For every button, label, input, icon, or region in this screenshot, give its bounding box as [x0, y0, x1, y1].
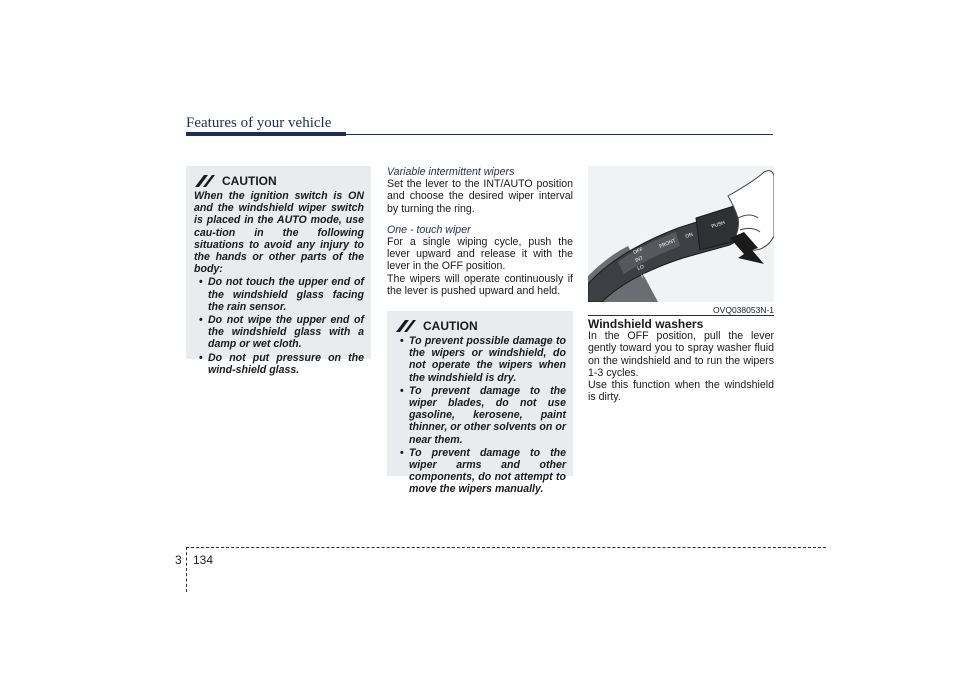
- caution-bullet: • To prevent possible damage to the wipers or windshield, do not operate the wipers when the windshield is dry.: [395, 335, 566, 384]
- chapter-number: 3: [175, 553, 182, 567]
- footer-rule: [186, 547, 826, 548]
- windshield-washers-body: In the OFF position, pull the lever gently toward you to spray washer fluid on the windshield and to run the wipers 1-3 cycles.: [588, 330, 774, 379]
- caution-bullet-list: [395, 335, 566, 496]
- windshield-washers-heading: Windshield washers: [588, 317, 704, 331]
- caution-bullet: • To prevent damage to the wiper blades, do not use gasoline, kerosene, paint thinner, or other solvents on or near them.: [395, 385, 566, 446]
- caution-bullet-list: [194, 276, 364, 376]
- footer-divider: [186, 547, 187, 592]
- lever-label: ON: [684, 231, 694, 240]
- one-touch-body: For a single wiping cycle, push the lever upward and release it with the lever in the OFF position.: [387, 236, 573, 273]
- caution-box-rain-sensor: [186, 166, 371, 376]
- header-rule: [346, 134, 773, 135]
- lever-label: PUSH: [710, 219, 726, 230]
- figure-rule: [588, 315, 774, 316]
- caution-bullet: • To prevent damage to the wiper arms and other components, do not attempt to move the wipers manually.: [395, 447, 566, 496]
- caution-header: [194, 174, 364, 188]
- one-touch-heading: One - touch wiper: [387, 223, 471, 236]
- lever-label: INT: [634, 255, 645, 264]
- caution-icon: [194, 174, 216, 188]
- variable-intermittent-heading: Variable intermittent wipers: [387, 166, 515, 178]
- caution-bullet: • Do not touch the upper end of the windshield glass facing the rain sensor.: [194, 276, 364, 313]
- page-number: 134: [193, 553, 214, 567]
- caution-header: [395, 319, 566, 333]
- caution-intro: When the ignition switch is ON and the windshield wiper switch is placed in the AUTO mode, use cau-tion in the following situations to avoid any injury to the hands or other parts of the body:: [194, 190, 364, 276]
- variable-intermittent-body: Set the lever to the INT/AUTO position and choose the desired wiper interval by turning the ring.: [387, 178, 573, 215]
- caution-icon: [395, 319, 417, 333]
- lever-label: MIST: [630, 237, 644, 248]
- caution-label: CAUTION: [423, 318, 478, 333]
- lever-label: OFF: [632, 246, 645, 256]
- lever-label-layer: [588, 166, 774, 302]
- header-accent-bar: [186, 132, 346, 136]
- figure-caption: OVQ038053N-1: [713, 305, 774, 315]
- caution-box-wiper-damage: [387, 311, 573, 496]
- wiper-lever-illustration: [588, 166, 774, 302]
- caution-bullet: • Do not put pressure on the wind-shield glass.: [194, 352, 364, 376]
- windshield-washers-body-usage: Use this function when the windshield is dirty.: [588, 379, 774, 404]
- caution-bullet: • Do not wipe the upper end of the windshield glass with a damp or wet cloth.: [194, 314, 364, 351]
- lever-label: LO: [636, 263, 645, 272]
- washer-instructions: [588, 318, 774, 403]
- one-touch-body-continuous: The wipers will operate continuously if the lever is pushed upward and held.: [387, 272, 573, 297]
- wiper-instructions: [387, 166, 573, 297]
- caution-label: CAUTION: [222, 173, 277, 188]
- page-header-title: Features of your vehicle: [186, 115, 332, 131]
- lever-label: FRONT: [658, 237, 677, 250]
- lever-label: HI: [640, 272, 648, 280]
